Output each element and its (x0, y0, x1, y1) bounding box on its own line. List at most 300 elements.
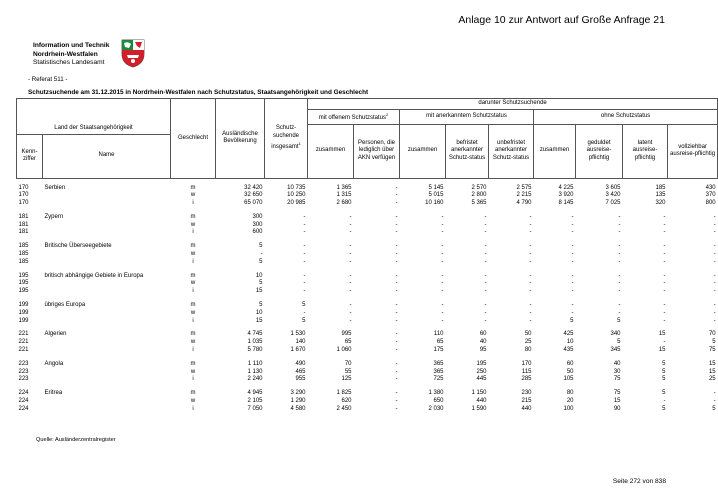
cell-value: 60 (479, 331, 487, 338)
cell-value: 10 (255, 272, 263, 279)
cell-value: 5 (259, 258, 263, 265)
cell-value: 8 145 (558, 200, 574, 207)
cell-value: - (441, 302, 444, 309)
cell-value: 2 240 (247, 376, 263, 383)
cell-value: 4 745 (247, 331, 263, 338)
cell-value: 5 (259, 280, 263, 287)
cell-value: 435 (563, 347, 574, 354)
cell-code: 170 (18, 192, 29, 199)
cell-value: 440 (521, 405, 532, 412)
header-code: Kenn-ziffer (17, 134, 43, 178)
cell-value: 465 (295, 368, 306, 375)
cell-value: - (571, 251, 574, 258)
cell-value: - (441, 229, 444, 236)
cell-code: 221 (18, 331, 29, 338)
cell-value: - (529, 309, 532, 316)
cell-value: - (618, 221, 621, 228)
cell-value: 1 130 (247, 368, 263, 375)
cell-value: - (529, 221, 532, 228)
cell-value: - (663, 302, 666, 309)
cell-value: - (713, 302, 716, 309)
cell-value: 105 (563, 376, 574, 383)
table-row (17, 369, 718, 377)
header-enforceable: vollziehbar ausreise-pflichtig (668, 124, 718, 178)
cell-code: 221 (18, 347, 29, 354)
cell-value: - (484, 317, 487, 324)
cell-value: 1 365 (336, 184, 352, 191)
cell-value: 20 (566, 398, 574, 405)
cell-value: - (395, 360, 398, 367)
cell-value: 955 (295, 376, 306, 383)
cell-value: - (349, 317, 352, 324)
header-no-status: ohne Schutzstatus (534, 110, 718, 125)
cell-value: - (663, 221, 666, 228)
cell-gender: i (192, 288, 194, 295)
cell-value: 60 (566, 360, 574, 367)
cell-value: - (484, 280, 487, 287)
cell-country-name (43, 310, 171, 318)
cell-value: - (484, 221, 487, 228)
cell-value: - (713, 213, 716, 220)
cell-value: 425 (563, 331, 574, 338)
cell-country-name (43, 369, 171, 377)
cell-value: - (663, 280, 666, 287)
cell-value: 90 (613, 405, 621, 412)
cell-value: - (349, 309, 352, 316)
cell-value: - (441, 221, 444, 228)
cell-value: 365 (433, 368, 444, 375)
data-table (16, 98, 718, 414)
cell-code: 224 (18, 405, 29, 412)
cell-value: 1 380 (428, 390, 444, 397)
cell-value: - (349, 213, 352, 220)
cell-value: - (303, 258, 306, 265)
cell-code: 170 (18, 200, 29, 207)
cell-value: - (663, 213, 666, 220)
cell-value: 600 (252, 229, 263, 236)
cell-value: 2 215 (516, 192, 532, 199)
cell-value: - (529, 302, 532, 309)
header-protection-seekers-label: Schutz-suchende insgesamt (271, 125, 300, 150)
cell-value: 5 (712, 339, 716, 346)
header-permanent: unbefristet anerkannter Schutz-status (489, 124, 534, 178)
cell-gender: m (190, 213, 196, 220)
cell-value: 2 575 (516, 184, 532, 191)
cell-value: 7 050 (247, 405, 263, 412)
cell-country-name (43, 376, 171, 384)
cell-value: - (395, 200, 398, 207)
cell-value: 135 (655, 192, 666, 199)
cell-value: 5 (617, 317, 621, 324)
cell-value: 5 145 (428, 184, 444, 191)
cell-code: 195 (18, 272, 29, 279)
cell-value: 215 (521, 398, 532, 405)
cell-gender: w (190, 221, 196, 228)
header-recognized-status: mit anerkanntem Schutzstatus (400, 110, 534, 125)
cell-value: - (441, 272, 444, 279)
cell-value: 175 (433, 347, 444, 354)
table-row (17, 229, 718, 237)
cell-value: - (349, 280, 352, 287)
cell-code: 199 (18, 302, 29, 309)
cell-code: 185 (18, 251, 29, 258)
cell-value: 10 (566, 339, 574, 346)
cell-value: 2 450 (336, 405, 352, 412)
cell-country-name: Angola (44, 360, 64, 367)
cell-value: 70 (344, 360, 352, 367)
cell-value: - (349, 229, 352, 236)
cell-gender: m (190, 184, 196, 191)
cell-value: 10 735 (287, 184, 306, 191)
cell-value: 3 420 (605, 192, 621, 199)
cell-value: - (529, 280, 532, 287)
cell-value: 5 (662, 360, 666, 367)
cell-gender: w (190, 192, 196, 199)
cell-country-name (43, 398, 171, 406)
cell-value: - (663, 258, 666, 265)
cell-value: 10 250 (287, 192, 306, 199)
cell-value: - (618, 309, 621, 316)
table-title: Schutzsuchende am 31.12.2015 in Nordrhein-Westfalen nach Schutzstatus, Staatsangehörigkeit und Geschlecht (28, 89, 369, 96)
org-line-3: Statistisches Landesamt (33, 59, 105, 66)
cell-value: - (713, 398, 716, 405)
cell-gender: m (190, 331, 196, 338)
cell-value: - (395, 339, 398, 346)
cell-value: 5 780 (247, 347, 263, 354)
table-row (17, 185, 718, 193)
cell-gender: i (192, 258, 194, 265)
cell-value: - (484, 288, 487, 295)
cell-gender: i (192, 405, 194, 412)
cell-value: 2 570 (471, 184, 487, 191)
cell-value: - (395, 309, 398, 316)
cell-country-name (43, 280, 171, 288)
cell-value: 10 (255, 309, 263, 316)
table-row (17, 318, 718, 326)
cell-value: 75 (708, 347, 716, 354)
cell-value: 725 (433, 376, 444, 383)
cell-value: - (441, 280, 444, 287)
table-body (17, 178, 718, 414)
cell-code: 181 (18, 221, 29, 228)
cell-value: 340 (610, 331, 621, 338)
header-open-total: zusammen (308, 124, 354, 178)
cell-value: - (484, 243, 487, 250)
cell-gender: m (190, 390, 196, 397)
cell-country-name: übriges Europa (44, 302, 86, 309)
cell-value: - (571, 272, 574, 279)
cell-value: 1 590 (471, 405, 487, 412)
table-row (17, 406, 718, 414)
cell-value: 1 315 (336, 192, 352, 199)
cell-value: 15 (708, 368, 716, 375)
cell-value: - (395, 347, 398, 354)
cell-value: - (303, 309, 306, 316)
cell-value: 110 (433, 331, 444, 338)
page-number: Seite 272 von 838 (612, 478, 666, 485)
cell-country-name (43, 406, 171, 414)
cell-country-name: Algerien (44, 331, 67, 338)
cell-value: 4 790 (516, 200, 532, 207)
header-akn: Personen, die lediglich über AKN verfügen (354, 124, 400, 178)
cell-value: - (713, 258, 716, 265)
cell-value: - (395, 258, 398, 265)
cell-value: 445 (476, 376, 487, 383)
cell-value: 3 605 (605, 184, 621, 191)
cell-gender: w (190, 280, 196, 287)
cell-value: - (663, 288, 666, 295)
cell-value: - (713, 272, 716, 279)
cell-value: - (529, 288, 532, 295)
cell-value: 55 (344, 368, 352, 375)
cell-value: - (395, 331, 398, 338)
cell-value: 2 800 (471, 192, 487, 199)
cell-value: 15 (658, 347, 666, 354)
cell-value: - (395, 272, 398, 279)
cell-code: 199 (18, 317, 29, 324)
cell-gender: w (190, 251, 196, 258)
cell-code: 185 (18, 243, 29, 250)
cell-country-name: Serbien (44, 184, 66, 191)
cell-country-name (43, 318, 171, 326)
cell-country-name: Eritrea (44, 390, 63, 397)
cell-country-name: Zypern (44, 213, 64, 220)
table-row (17, 339, 718, 347)
nrw-coat-of-arms-icon (119, 38, 147, 68)
cell-value: - (484, 309, 487, 316)
cell-value: - (571, 280, 574, 287)
cell-value: - (484, 229, 487, 236)
cell-value: - (303, 213, 306, 220)
cell-country-name (43, 339, 171, 347)
cell-code: 223 (18, 368, 29, 375)
cell-gender: i (192, 200, 194, 207)
table-row (17, 302, 718, 310)
cell-value: 15 (658, 331, 666, 338)
cell-value: 50 (566, 368, 574, 375)
header-gender: Geschlecht (171, 99, 216, 179)
cell-value: 4 225 (558, 184, 574, 191)
cell-gender: w (190, 339, 196, 346)
cell-value: - (529, 317, 532, 324)
table-row (17, 222, 718, 230)
cell-value: 2 030 (428, 405, 444, 412)
cell-value: - (395, 184, 398, 191)
cell-code: 170 (18, 184, 29, 191)
cell-value: - (395, 213, 398, 220)
cell-gender: m (190, 272, 196, 279)
cell-gender: m (190, 302, 196, 309)
cell-value: - (395, 317, 398, 324)
cell-value: - (441, 309, 444, 316)
cell-value: - (303, 243, 306, 250)
cell-value: - (441, 213, 444, 220)
cell-code: 224 (18, 398, 29, 405)
cell-value: - (395, 368, 398, 375)
cell-value: 1 110 (247, 360, 263, 367)
cell-value: 1 530 (290, 331, 306, 338)
department-label: - Referat 511 - (28, 76, 68, 83)
cell-value: 5 365 (471, 200, 487, 207)
cell-value: - (529, 229, 532, 236)
table-row (17, 288, 718, 296)
cell-value: - (663, 243, 666, 250)
cell-value: - (713, 243, 716, 250)
cell-value: - (571, 243, 574, 250)
cell-value: 5 (617, 339, 621, 346)
cell-value: 2 680 (336, 200, 352, 207)
cell-value: 3 290 (290, 390, 306, 397)
cell-value: - (529, 258, 532, 265)
cell-value: - (441, 243, 444, 250)
cell-value: 65 070 (244, 200, 263, 207)
cell-value: - (303, 288, 306, 295)
cell-value: - (441, 251, 444, 258)
table-row (17, 398, 718, 406)
cell-value: - (484, 258, 487, 265)
cell-value: 95 (479, 347, 487, 354)
cell-country-name (43, 200, 171, 208)
cell-value: 15 (613, 398, 621, 405)
cell-gender: m (190, 243, 196, 250)
cell-value: - (618, 229, 621, 236)
cell-value: - (349, 251, 352, 258)
cell-code: 181 (18, 229, 29, 236)
source-note: Quelle: Ausländerzentralregister (36, 437, 116, 443)
cell-value: 32 420 (244, 184, 263, 191)
header-recognized-total: zusammen (400, 124, 446, 178)
cell-value: - (618, 302, 621, 309)
cell-value: - (571, 288, 574, 295)
cell-value: 32 650 (244, 192, 263, 199)
cell-value: - (395, 398, 398, 405)
cell-value: 5 (662, 390, 666, 397)
cell-gender: w (190, 398, 196, 405)
cell-value: - (349, 302, 352, 309)
cell-value: 5 (662, 405, 666, 412)
cell-value: - (713, 251, 716, 258)
cell-value: - (713, 317, 716, 324)
header-protection-seekers (265, 99, 308, 179)
cell-value: 25 (708, 376, 716, 383)
cell-value: - (663, 229, 666, 236)
table-row (17, 390, 718, 398)
cell-value: 170 (521, 360, 532, 367)
cell-value: - (395, 192, 398, 199)
cell-value: 40 (479, 339, 487, 346)
cell-value: - (484, 302, 487, 309)
cell-value: - (571, 258, 574, 265)
cell-value: - (663, 317, 666, 324)
cell-value: 65 (436, 339, 444, 346)
cell-country-name (43, 222, 171, 230)
cell-code: 223 (18, 360, 29, 367)
cell-value: - (303, 229, 306, 236)
org-line-2: Nordrhein-Westfalen (33, 50, 98, 58)
cell-code: 185 (18, 258, 29, 265)
cell-value: 5 (259, 243, 263, 250)
cell-code: 181 (18, 213, 29, 220)
cell-value: 140 (295, 339, 306, 346)
cell-value: - (529, 251, 532, 258)
cell-value: 115 (521, 368, 532, 375)
cell-value: - (303, 221, 306, 228)
cell-gender: i (192, 376, 194, 383)
cell-value: - (529, 243, 532, 250)
cell-value: 2 105 (247, 398, 263, 405)
cell-value: - (484, 272, 487, 279)
cell-value: 1 290 (290, 398, 306, 405)
cell-country-name (43, 288, 171, 296)
cell-value: - (349, 221, 352, 228)
cell-value: 285 (521, 376, 532, 383)
cell-value: 75 (613, 376, 621, 383)
table-row (17, 331, 718, 339)
cell-value: - (260, 251, 263, 258)
cell-value: 1 150 (471, 390, 487, 397)
cell-value: 20 985 (287, 200, 306, 207)
cell-value: 5 015 (428, 192, 444, 199)
cell-country-name: britisch abhängige Gebiete in Europa (44, 272, 144, 279)
cell-country-name (43, 251, 171, 259)
cell-value: 5 (302, 317, 306, 324)
header-tolerated: geduldet ausreise-pflichtig (576, 124, 623, 178)
cell-value: 320 (655, 200, 666, 207)
cell-value: 995 (341, 331, 352, 338)
table-row (17, 200, 718, 208)
cell-code: 195 (18, 280, 29, 287)
cell-value: 345 (610, 347, 621, 354)
cell-value: - (395, 405, 398, 412)
cell-value: - (303, 272, 306, 279)
cell-value: 1 825 (336, 390, 352, 397)
cell-country-name (43, 259, 171, 267)
cell-code: 223 (18, 376, 29, 383)
cell-gender: w (190, 368, 196, 375)
cell-value: - (441, 288, 444, 295)
cell-value: 620 (341, 398, 352, 405)
cell-value: - (441, 258, 444, 265)
cell-value: - (571, 302, 574, 309)
cell-country-name: Britische Überseegebiete (44, 243, 112, 250)
header-name: Name (43, 134, 171, 178)
cell-value: - (618, 213, 621, 220)
cell-value: - (713, 280, 716, 287)
cell-value: 1 035 (247, 339, 263, 346)
document-annex-header: Anlage 10 zur Antwort auf Große Anfrage 21 (458, 14, 665, 26)
cell-value: - (571, 221, 574, 228)
table-row (17, 214, 718, 222)
cell-country-name (43, 192, 171, 200)
table-row (17, 192, 718, 200)
header-temporary: befristet anerkannter Schutz-status (446, 124, 489, 178)
header-open-status (308, 110, 400, 125)
table-row (17, 310, 718, 318)
cell-value: 4 945 (247, 390, 263, 397)
table-row (17, 376, 718, 384)
cell-value: - (618, 288, 621, 295)
cell-value: 7 025 (605, 200, 621, 207)
cell-value: 440 (476, 398, 487, 405)
cell-value: - (618, 272, 621, 279)
cell-value: - (349, 272, 352, 279)
cell-value: 10 160 (425, 200, 444, 207)
cell-value: 5 (662, 368, 666, 375)
cell-value: - (618, 258, 621, 265)
cell-value: 3 920 (558, 192, 574, 199)
cell-gender: w (190, 309, 196, 316)
cell-gender: i (192, 229, 194, 236)
